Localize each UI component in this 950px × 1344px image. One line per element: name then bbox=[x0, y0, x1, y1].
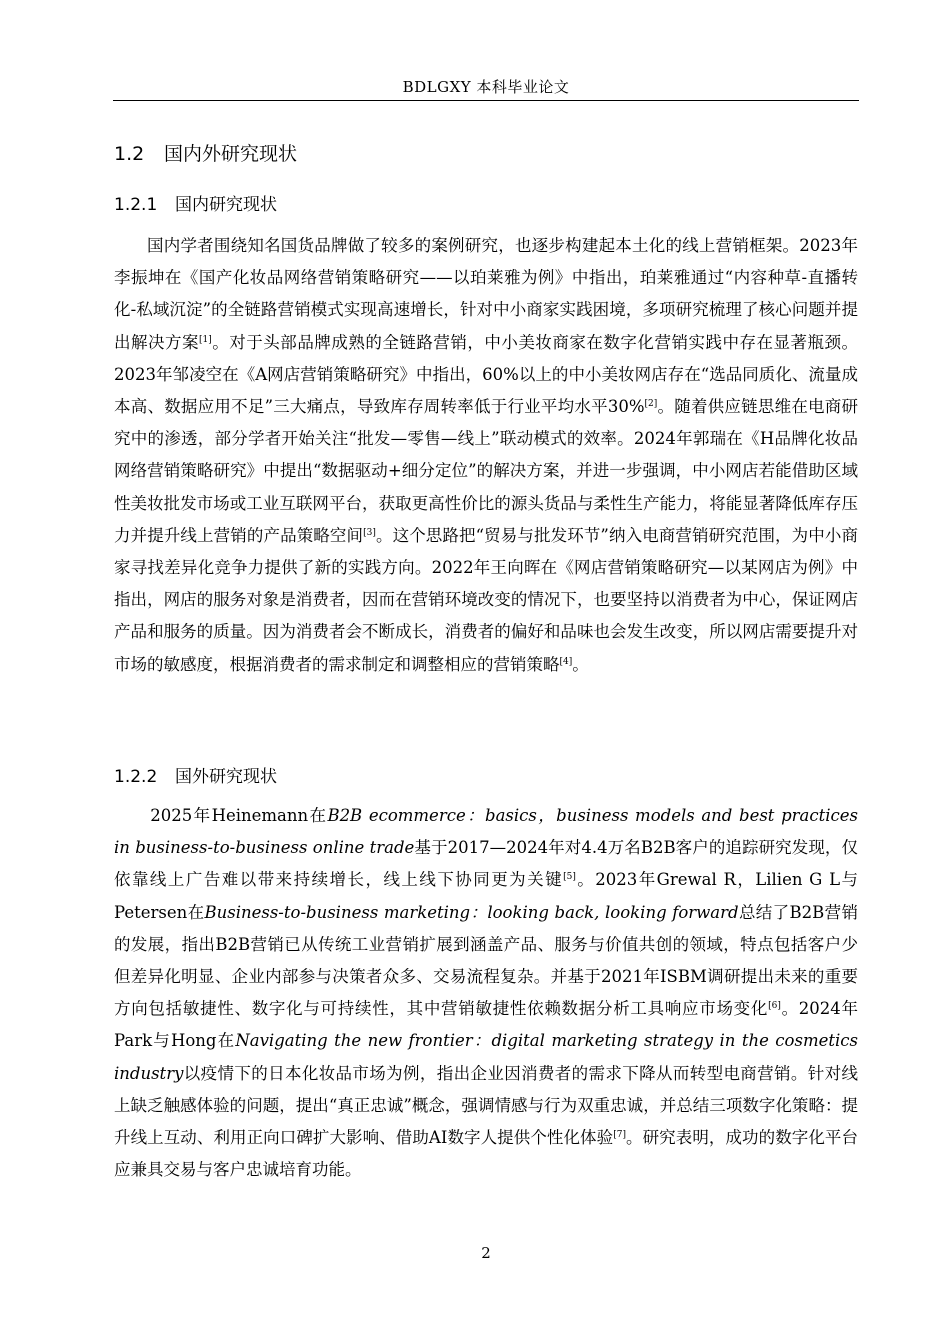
paragraph-domestic-research bbox=[114, 230, 858, 681]
text-run: 。对于头部品牌成熟的全链路营销，中小美妆商家在数字化营销实践中存在显著瓶颈。2023年邹凌空在《A网店营销策略研究》中指出，60%以上的中小美妆网店存在“选品同质化、流量成本高、数据应用不足”三大痛点，导致库存周转率低于行业平均水平30% bbox=[114, 332, 859, 417]
citation: [4] bbox=[559, 656, 573, 667]
citation: [6] bbox=[768, 1001, 781, 1012]
text-run: 。2023年Grewal R，Lilien G L与 Petersen在 bbox=[114, 870, 858, 922]
section-heading bbox=[114, 141, 297, 167]
text-run: 。 bbox=[572, 654, 589, 674]
text-run: 。这个思路把“贸易与批发环节”纳入电商营销研究范围，为中小商家寻找差异化竞争力提供了新的实践方向。2022年王向晖在《网店营销策略研究—以某网店为例》中指出，网店的服务对象是消费者，因而在营销环境改变的情况下，也要坚持以消费者为中心，保证网店产品和服务的质量。因为消费者会不断成长，消费者的偏好和品味也会发生改变，所以网店需要提升对市场的敏感度，根据消费者的需求制定和调整相应的营销策略 bbox=[114, 525, 858, 674]
text-run: 基于2017—2024年对4.4万名B2B客户的追踪研究发现，仅依靠线上广告难以带来持续增长，线上线下协同更为关键 bbox=[114, 838, 858, 890]
section-number: 1.2 bbox=[114, 143, 145, 165]
text-run: 。随着供应链思维在电商研究中的渗透，部分学者开始关注“批发—零售—线上”联动模式的效率。2024年郭瑞在《H品牌化妆品网络营销策略研究》中提出“数据驱动+细分定位”的解决方案，并进一步强调，中小网店若能借助区域性美妆批发市场或工业互联网平台，获取更高性价比的源头货品与柔性生产能力，将能显著降低库存压力并提升线上营销的产品策略空间 bbox=[114, 397, 859, 545]
citation: [3] bbox=[363, 527, 376, 538]
page-number: 2 bbox=[481, 1244, 491, 1262]
citation: [5] bbox=[563, 872, 576, 883]
paragraph-foreign-research bbox=[114, 800, 858, 1186]
citation: [2] bbox=[644, 399, 658, 410]
subsection-number: 1.2.2 bbox=[114, 767, 158, 787]
subsection-title: 国外研究现状 bbox=[175, 767, 277, 787]
citation: [1] bbox=[199, 334, 212, 345]
text-run: 。研究表明，成功的数字化平台应兼具交易与客户忠诚培育功能。 bbox=[114, 1128, 859, 1180]
cited-work-title: Navigating the new frontier：digital marketing strategy in the cosmetics industry bbox=[114, 1031, 858, 1083]
text-run: 。2024年Park与Hong在 bbox=[114, 999, 859, 1051]
subsection-heading-foreign bbox=[114, 765, 277, 789]
running-header: BDLGXY 本科毕业论文 bbox=[402, 78, 570, 96]
text-run: 总结了B2B营销的发展，指出B2B营销已从传统工业营销扩展到涵盖产品、服务与价值共创的领域，特点包括客户少但差异化明显、企业内部参与决策者众多、交易流程复杂。并基于2021年ISBM调研提出未来的重要方向包括敏捷性、数字化与可持续性，其中营销敏捷性依赖数据分析工具响应市场变化 bbox=[114, 902, 858, 1019]
subsection-number: 1.2.1 bbox=[114, 195, 158, 215]
section-title: 国内外研究现状 bbox=[164, 143, 298, 165]
text-run: 2025年Heinemann在 bbox=[150, 806, 328, 825]
citation: [7] bbox=[613, 1130, 626, 1141]
cited-work-title: B2B ecommerce：basics，business models and best practices in business-to-business online trade bbox=[114, 806, 858, 858]
subsection-title: 国内研究现状 bbox=[175, 195, 277, 215]
header-divider bbox=[113, 100, 859, 101]
subsection-heading-domestic bbox=[114, 193, 277, 217]
text-run: 国内学者围绕知名国货品牌做了较多的案例研究，也逐步构建起本土化的线上营销框架。2023年李振坤在《国产化妆品网络营销策略研究——以珀莱雅为例》中指出，珀莱雅通过“内容种草-直播转化-私域沉淀”的全链路营销模式实现高速增长，针对中小商家实践困境，多项研究梳理了核心问题并提出解决方案 bbox=[114, 236, 858, 352]
cited-work-title: Business-to-business marketing：looking back, looking forward bbox=[204, 902, 739, 922]
text-run: 以疫情下的日本化妆品市场为例，指出企业因消费者的需求下降从而转型电商营销。针对线上缺乏触感体验的问题，提出“真正忠诚”概念，强调情感与行为双重忠诚，并总结三项数字化策略：提升线上互动、利用正向口碑扩大影响、借助AI数字人提供个性化体验 bbox=[114, 1063, 858, 1148]
